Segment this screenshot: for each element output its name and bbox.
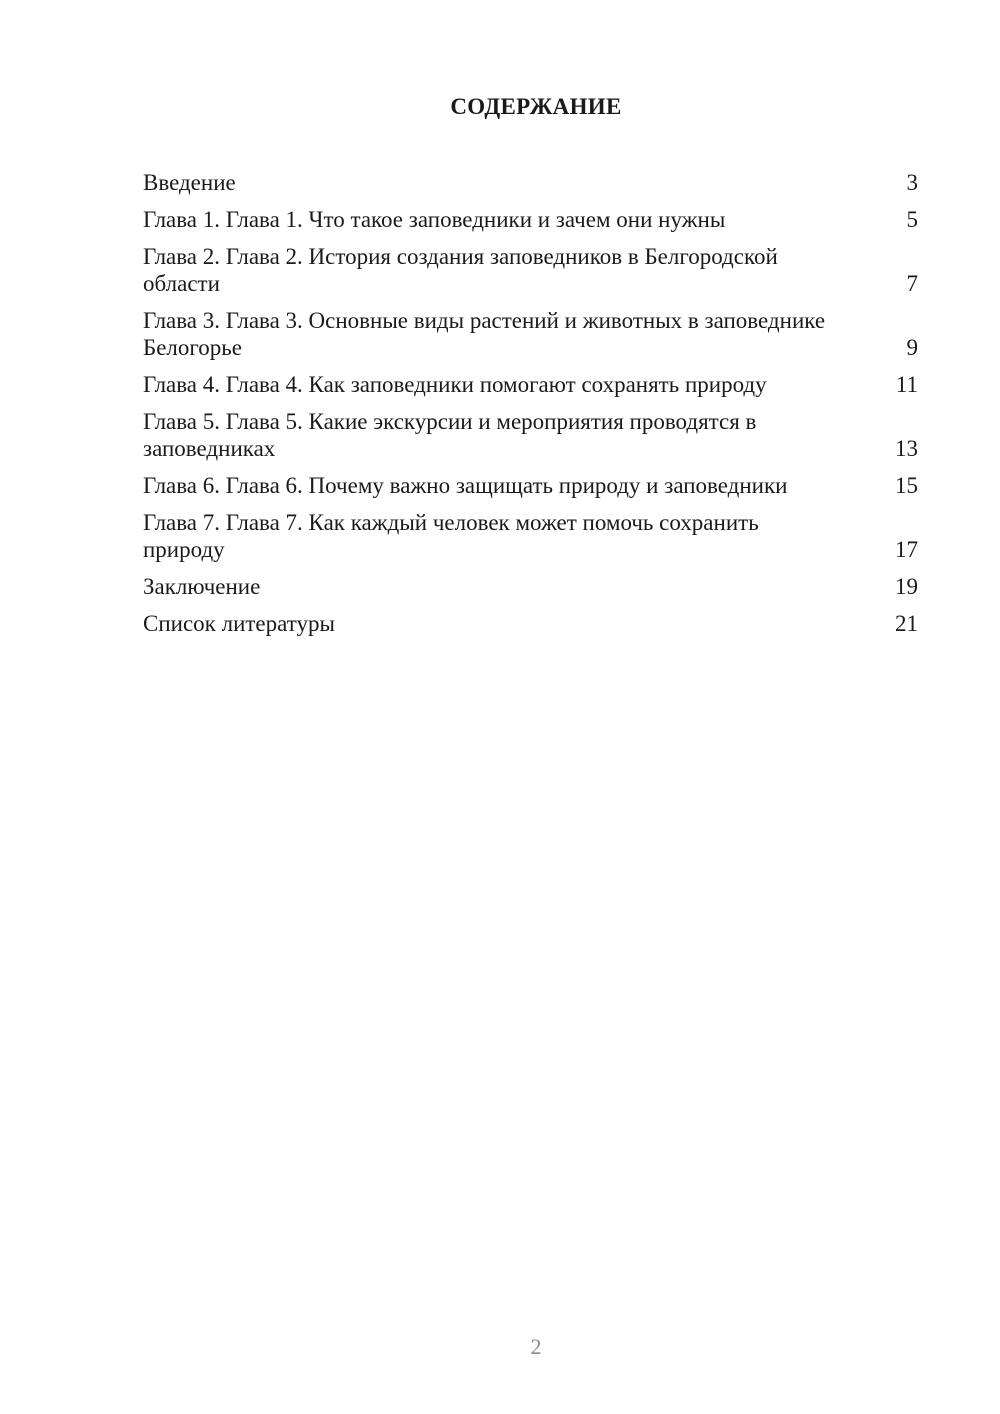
toc-entry-chapter-6 [143,472,918,499]
toc-entry-page: 21 [895,611,918,636]
toc-entry-chapter-7 [143,509,918,563]
toc-entry-page: 3 [906,170,918,195]
toc-entry-references [143,610,918,637]
toc-entry-text: Глава 6. Глава 6. Почему важно защищать природу и заповедники [143,473,788,498]
toc-entry-introduction [143,169,918,196]
toc-entry-text: Глава 5. Глава 5. Какие экскурсии и мероприятия проводятся в заповедниках [143,409,757,461]
page-title: СОДЕРЖАНИЕ [450,94,622,119]
toc-entry-page: 7 [906,271,918,296]
toc-entry-text: Глава 3. Глава 3. Основные виды растений и животных в заповеднике Белогорье [143,308,826,360]
toc-entry-text: Глава 7. Глава 7. Как каждый человек может помочь сохранить природу [143,510,759,562]
toc-entry-text: Глава 2. Глава 2. История создания заповедников в Белгородской области [143,244,778,296]
toc-entry-chapter-1 [143,206,918,233]
toc-entry-text: Заключение [143,574,261,599]
toc-entry-page: 5 [906,207,918,232]
table-of-contents [143,169,918,647]
toc-entry-page: 15 [895,473,918,498]
toc-entry-chapter-2 [143,243,918,297]
toc-entry-chapter-4 [143,371,918,398]
toc-entry-page: 11 [895,372,918,397]
toc-entry-page: 17 [895,537,918,562]
toc-entry-text: Глава 4. Глава 4. Как заповедники помогают сохранять природу [143,372,767,397]
toc-entry-text: Глава 1. Глава 1. Что такое заповедники и зачем они нужны [143,207,726,232]
toc-entry-page: 13 [895,436,918,461]
toc-entry-chapter-5 [143,408,918,462]
toc-entry-conclusion [143,573,918,600]
toc-entry-text: Список литературы [143,611,335,636]
toc-entry-text: Введение [143,170,236,195]
toc-entry-chapter-3 [143,307,918,361]
page-number: 2 [530,1334,542,1359]
toc-entry-page: 19 [895,574,918,599]
toc-entry-page: 9 [906,335,918,360]
